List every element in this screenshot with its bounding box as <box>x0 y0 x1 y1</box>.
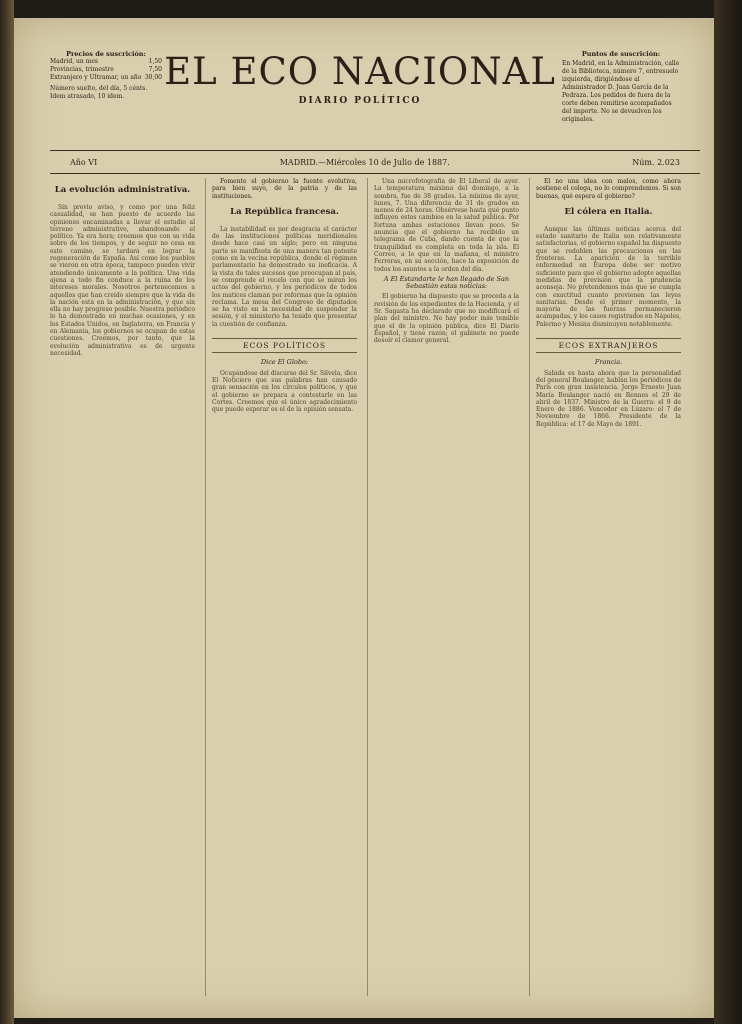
book-binding-edge <box>0 0 14 1024</box>
article-body: La instabilidad es por desgracia el carácter de las instituciones políticas meridionales desde hace casi un siglo; pero en ninguna parte se manifiesta de una manera tan patente como en la vecina república, donde el régimen parlamentario ha demostrado su ineficacia. A la vista de tales sucesos que preocupan al país, se comprende el recelo con que se miran los actos del gobierno, y los periódicos de todos los matices claman por reformas que la opinión reclama. La mesa del Congreso de diputados se ha visto en la necesidad de suspender la sesión, y el ministerio ha tenido que presentar la cuestión de confianza. <box>212 225 357 328</box>
article-continuation: El no una idea con malos, como ahora sostiene el colega, no lo comprendemos. Si son buenas, qué espera el gobierno? <box>536 178 681 200</box>
subheading: A El Estandarte le han llegado de San Sebastián estas noticias: <box>383 274 510 291</box>
price-row: Madrid, un mes 1,50 <box>50 58 162 65</box>
column-1 <box>50 178 195 996</box>
section-heading: ECOS EXTRANJEROS <box>536 338 681 353</box>
prices-heading: Precios de suscrición: <box>66 50 146 58</box>
article-body: Ocupándose del discurso del Sr. Silvela, dice El Noticiero que sus palabras han causado gran sensación en los círculos políticos, y que el gobierno se prepara a contestarle en las Cortes. Creemos que el único agradecimiento que puede esperar es el de la opinión sensata. <box>212 369 357 414</box>
subheading: Dice El Globo: <box>260 358 309 367</box>
column-2 <box>212 178 357 996</box>
newspaper-title: EL ECO NACIONAL <box>164 50 556 93</box>
price-row: Extranjero y Ultramar, un año 30,00 <box>50 74 162 81</box>
article-heading: La República francesa. <box>230 206 339 217</box>
article-body: Sabida es hasta ahora que la personalidad del general Boulanger, hablan los periódicos de París con gran insistencia. Jorge Ernesto Juan María Boulanger nació en Rennes el 29 de abril de 1837. Ministro de la Guerra: el 9 de Enero de 1886. Vencedor en Lúzaro: el 7 de Noviembre de 1866. Presidente de la República: el 17 de Mayo de 1891. <box>536 369 681 428</box>
issue-number: Núm. 2.023 <box>632 157 680 167</box>
article-body: El gobierno ha dispuesto que se proceda a la revisión de los expedientes de la Hacienda, y el Sr. Sagasta ha declarado que no modificará el plan del ministro. No hay poder más temible que el de la opinión pública, dice El Diario Español, y tiene razón; el gabinete no puede desoír el clamor general. <box>374 293 519 345</box>
article-continuation: Fomente el gobierno la fuente evolutiva, para bien suyo, de la patria y de las instituciones. <box>212 178 357 200</box>
column-rule <box>529 178 530 996</box>
column-4 <box>536 178 681 996</box>
column-3 <box>374 178 519 996</box>
article-body: Aunque las últimas noticias acerca del estado sanitario de Italia son relativamente satisfactorias, el gobierno español ha dispuesto que se redoblen las precauciones en las fronteras. La aparición de la terrible enfermedad en Europa debe ser motivo suficiente para que el gobierno adopte aquellas medidas de previsión que la prudencia aconseja. No pretendemos más que se cumpla con exactitud cuanto previenen las leyes sanitarias. Desde el primer momento, la mayoría de las fuerzas permanecieron acampadas, y los casos registrados en Nápoles, Palermo y Mesina disminuyen notablemente. <box>536 225 681 328</box>
right-shadow-edge <box>714 0 742 1024</box>
dateline-bar <box>50 150 700 174</box>
article-heading: La evolución administrativa. <box>54 185 191 195</box>
prices-note: Número suelto, del día, 5 cénts. Idem atrasado, 10 idem. <box>50 85 148 100</box>
newspaper-subtitle: DIARIO POLÍTICO <box>298 96 422 106</box>
subheading: Francia. <box>594 358 623 367</box>
column-rule <box>367 178 368 996</box>
subscription-heading: Puntos de suscrición: <box>581 50 661 58</box>
subscription-prices <box>50 50 162 101</box>
masthead <box>162 52 558 106</box>
column-rule <box>205 178 206 996</box>
issue-date: MADRID.—Miércoles 10 de Julio de 1887. <box>279 157 450 167</box>
article-heading: El cólera en Italia. <box>564 206 653 217</box>
article-body: Una microfotografía de El Liberal de ayer. La temperatura máxima del domingo, a la sombra, fue de 38 grados. La mínima de ayer, lunes, 7. Una diferencia de 31 de grados en menos de 24 horas. Obsérvese hasta qué punto influyen estos cambios en la salud pública. Por fortuna ambas estaciones llevan poco. Se anuncia que el gobierno ha recibido un telegrama de Cuba, dando cuenta de que la tranquilidad es completa en toda la isla. El Correo, a lo que en la mañana, el ministro Ferreras, en su sección, hace la exposición de todos los asuntos a la orden del día. <box>374 178 519 273</box>
subscription-text: En Madrid, en la Administración, calle de la Biblioteca, número 7, entresuelo izquierda, dirigiéndose al Administrador D. Juan García de la Pedraza. Los pedidos de fuera de la corte deben remitirse acompañados del importe. No se devuelven los originales. <box>562 60 680 123</box>
subscription-points <box>562 50 680 124</box>
issue-year: Año VI <box>70 157 98 167</box>
section-heading: ECOS POLÍTICOS <box>212 338 357 353</box>
article-body: Sin previo aviso, y como por una feliz casualidad, se han puesto de acuerdo las opiniones encaminadas a llevar el estudio al terreno administrativo, abandonando el político. Ya era hora; creemos que con su vida sobre de los tiempos, y de seguir no cesa en este camino, se tardará en lograr la regeneración de España. Así como los pueblos se vieron en otra época, tampoco pueden vivir atendiendo únicamente a la política. Una vida ajena a todo fin conduce a la ruina de los intereses morales. Nosotros pertenecemos a aquellos que han creído siempre que la vida de la nación está en la administración, y que sin ella no hay progreso posible. Nuestra periódico lo ha demostrado en muchas ocasiones, y en los Estados Unidos, en Inglaterra, en Francia y en Alemania, los gobiernos se ocupan de estas cuestiones. Creemos, por tanto, que la evolución administrativa es de urgente necesidad. <box>50 204 195 357</box>
price-row: Provincias, trimestre 7,50 <box>50 66 162 73</box>
